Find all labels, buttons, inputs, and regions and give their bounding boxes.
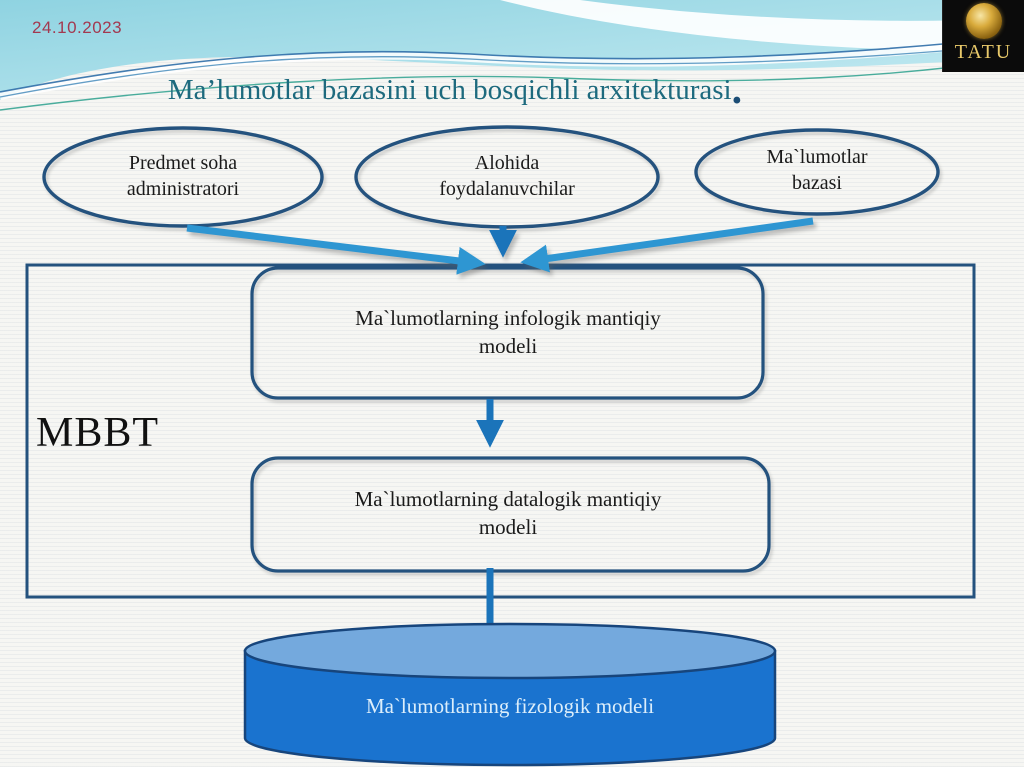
slide-date: 24.10.2023: [32, 18, 123, 37]
tatu-logo-text: TATU: [954, 41, 1013, 63]
infologik-model-label: Ma`lumotlarning infologik mantiqiy modeli: [355, 306, 661, 358]
datalogik-model-label: Ma`lumotlarning datalogik mantiqiy modeli: [354, 487, 662, 539]
malumotlar-bazasi-label: Ma`lumotlar bazasi: [766, 146, 868, 195]
slide-title-text: Ma’lumotlar bazasini uch bosqichli arxitekturasi: [167, 74, 732, 106]
arrow-right-to-center: [530, 221, 813, 261]
slide-title-period: .: [731, 67, 743, 113]
cylinder-top: [245, 624, 775, 678]
mbbt-label: MBBT: [36, 410, 160, 456]
fizologik-model-label: Ma`lumotlarning fizologik modeli: [365, 694, 655, 718]
alohida-foydalanuvchilar-label: Alohida foydalanuvchilar: [439, 152, 575, 201]
arrow-left-to-center: [187, 228, 476, 263]
predmet-soha-label: Predmet soha administratori: [126, 152, 240, 201]
